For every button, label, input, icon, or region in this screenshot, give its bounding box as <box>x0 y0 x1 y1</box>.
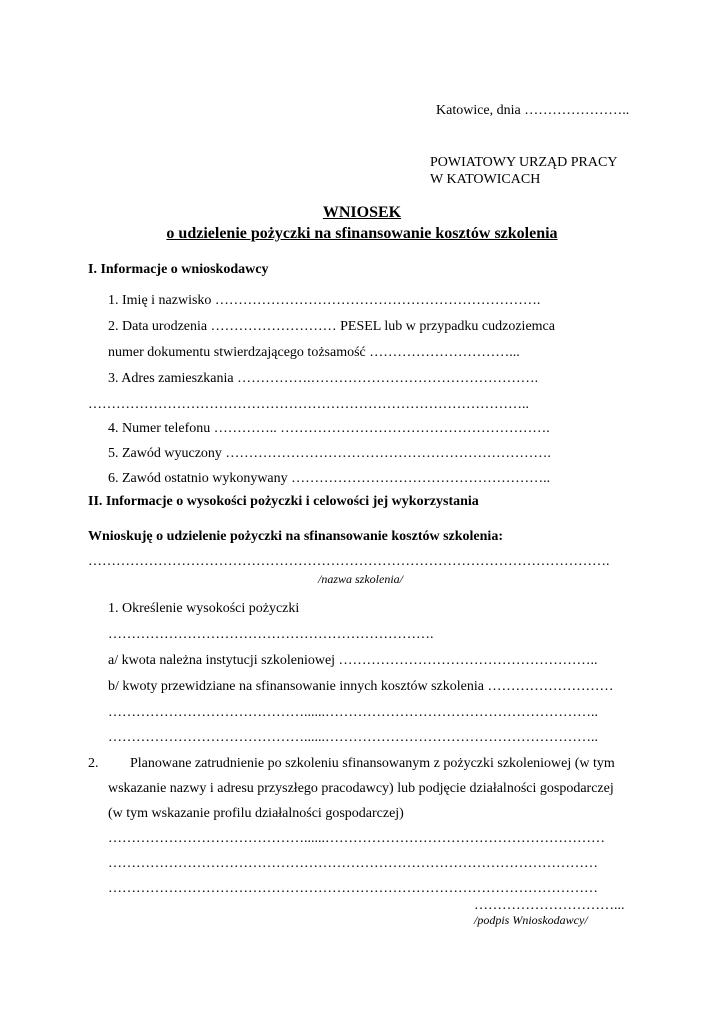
employment-plan-text-2: wskazanie nazwy i adresu przyszłego pracodawcy) lub podjęcie działalności gospodarczej <box>108 781 614 796</box>
field-address: 3. Adres zamieszkania …………….…………………………………………. <box>108 371 539 386</box>
field-birth-date-pesel: 2. Data urodzenia ……………………… PESEL lub w przypadku cudzoziemca <box>108 319 555 334</box>
field-learned-profession: 5. Zawód wyuczony ……………………………………………………………. <box>108 446 551 461</box>
field-address-line-2: ………………………………………………………………………………….. <box>88 397 529 412</box>
employment-plan-text-1: Planowane zatrudnienie po szkoleniu sfinansowanym z pożyczki szkoleniowej (w tym <box>130 756 615 771</box>
section-1-heading: I. Informacje o wnioskodawcy <box>88 262 269 277</box>
signature-caption: /podpis Wnioskodawcy/ <box>474 913 588 927</box>
loan-amount-heading: 1. Określenie wysokości pożyczki <box>108 601 300 616</box>
document-title: WNIOSEK <box>322 204 402 221</box>
employment-plan-number: 2. <box>88 756 99 771</box>
document-subtitle: o udzielenie pożyczki na sfinansowanie kosztów szkolenia <box>166 225 558 242</box>
employment-plan-line-2: …………………………………………………………………………………………… <box>108 856 598 871</box>
recipient-line-1: POWIATOWY URZĄD PRACY <box>430 155 618 170</box>
loan-amount-line: ……………………………………………………………. <box>108 627 434 642</box>
loan-request-statement: Wnioskuję o udzielenie pożyczki na sfinansowanie kosztów szkolenia: <box>88 529 503 544</box>
recipient-line-2: W KATOWICACH <box>430 172 541 187</box>
field-phone: 4. Numer telefonu ………….. …………………………………………………. <box>108 421 550 436</box>
training-name-caption: /nazwa szkolenia/ <box>318 572 404 586</box>
field-name: 1. Imię i nazwisko ……………………………………………………………. <box>108 293 541 308</box>
loan-other-costs-line-1: ……………………………………......………………………………………………….. <box>108 705 598 720</box>
loan-other-costs-amount: b/ kwoty przewidziane na sfinansowanie innych kosztów szkolenia ……………………… <box>108 679 614 694</box>
loan-training-institution-amount: a/ kwota należna instytucji szkoleniowej ……………………………………………….. <box>108 653 598 668</box>
employment-plan-line-1: ……………………………………......…………………………………………………… <box>108 831 605 846</box>
section-2-heading: II. Informacje o wysokości pożyczki i celowości jej wykorzystania <box>88 494 479 509</box>
employment-plan-line-3: …………………………………………………………………………………………… <box>108 881 598 896</box>
field-id-document: numer dokumentu stwierdzającego tożsamość …………………………... <box>108 345 520 360</box>
signature-line: …………………………... <box>474 898 625 913</box>
employment-plan-text-3: (w tym wskazanie profilu działalności gospodarczej) <box>108 806 404 821</box>
training-name-line: …………………………………………………………………………………………………. <box>88 554 610 569</box>
loan-other-costs-line-2: ……………………………………......………………………………………………….. <box>108 730 598 745</box>
place-date: Katowice, dnia ………………….. <box>436 103 630 118</box>
field-last-profession: 6. Zawód ostatnio wykonywany ……………………………………………….. <box>108 471 551 486</box>
